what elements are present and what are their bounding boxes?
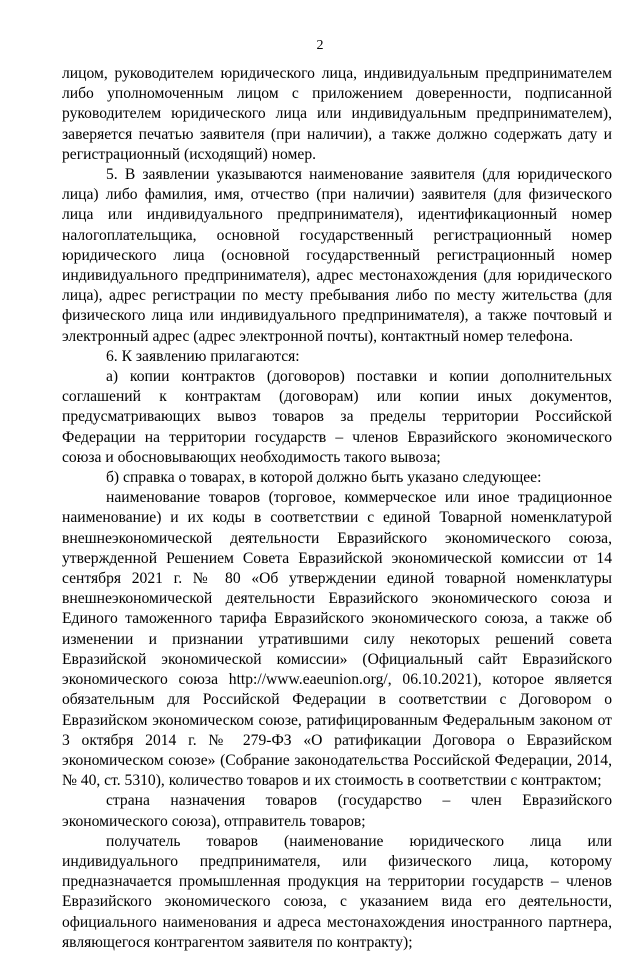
paragraph-6-attachments: 6. К заявлению прилагаются: [106,347,300,365]
item-b-goods-certificate: б) справка о товарах, в которой должно быть указано следующее: [106,469,542,487]
page-number: 2 [316,38,324,53]
paragraph-5-application-contents: 5. В заявлении указываются наименование заявителя (для юридического лица) либо фамилия, имя, отчество (при наличии) заявителя (для физического лица или индивидуального предпринимателя), идентификационный номер налогоплательщика, основной государственный регистрационный номер юридического лица (основной государственный регистрационный номер индивидуального предпринимателя), адрес местонахождения (для юридического лица), адрес регистрации по месту пребывания либо по месту жительства (для физического лица или индивидуального предпринимателя), а также почтовый и электронный адрес (адрес электронной почты), контактный номер телефона. [62,166,612,345]
destination-country: страна назначения товаров (государство – член Евразийского экономического союза), отправитель товаров; [62,792,612,830]
goods-name-and-codes: наименование товаров (торговое, коммерческое или иное традиционное наименование) и их коды в соответствии с единой Товарной номенклатурой внешнеэкономической деятельности Евразийского экономического союза, утвержденной Решением Совета Евразийской экономической комиссии от 14 сентября 2021 г. № 80 «Об утверждении единой товарной номенклатуры внешнеэкономической деятельности Евразийского экономического союза и Единого таможенного тарифа Евразийского экономического союза, а также об изменении и признании утратившими силу некоторых решений совета Евразийской экономической комиссии» (Официальный сайт Евразийского экономического союза http://www.eaeunion.org/, 06.10.2021), которое является обязательным для Российской Федерации в соответствии с Договором о Евразийском экономическом союзе, ратифицированным Федеральным законом от 3 октября 2014 г. № 279-ФЗ «О ратификации Договора о Евразийском экономическом союзе» (Собрание законодательства Российской Федерации, 2014, № 40, ст. 5310), количество товаров и их стоимость в соответствии с контрактом; [62,489,612,790]
paragraph-signature-requirements: лицом, руководителем юридического лица, индивидуальным предпринимателем либо уполномоченным лицом с приложением доверенности, подписанной руководителем юридического лица или индивидуальным предпринимателем), заверяется печатью заявителя (при наличии), а также должно содержать дату и регистрационный (исходящий) номер. [62,65,612,163]
document-body [62,64,612,953]
goods-recipient: получатель товаров (наименование юридического лица или индивидуального предпринимателя, или физического лица, которому предназначается промышленная продукция на территории государств – членов Евразийского экономического союза, с указанием вида его деятельности, официального наименования и адреса местонахождения иностранного партнера, являющегося контрагентом заявителя по контракту); [62,832,612,951]
item-a-contract-copies: а) копии контрактов (договоров) поставки и копии дополнительных соглашений к контрактам (договорам) или копии иных документов, предусматривающих вывоз товаров за пределы территории Российской Федерации на территории государств – членов Евразийского экономического союза и обосновывающих необходимость такого вывоза; [62,368,612,466]
